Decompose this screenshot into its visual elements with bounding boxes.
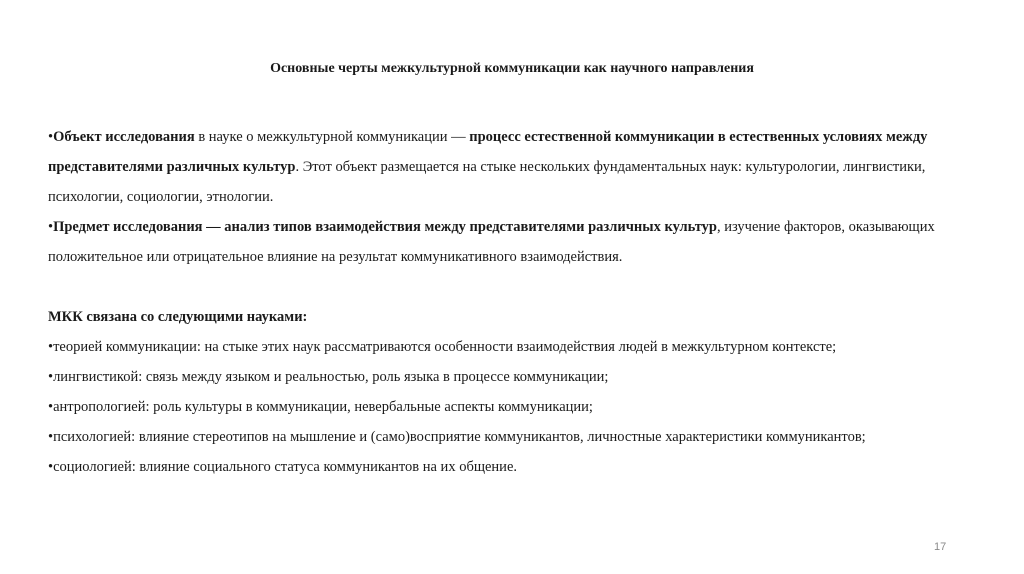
- science-item: •теорией коммуникации: на стыке этих наук рассматриваются особенности взаимодействия людей в межкультурном контексте;: [48, 339, 837, 355]
- object-label: Объект исследования: [53, 129, 195, 145]
- object-bold: процесс естественной коммуникации в естественных условиях между представителями различных культур: [48, 129, 928, 175]
- subject-text: , изучение факторов, оказывающих положительное или отрицательное влияние на результат коммуникативного взаимодействия.: [48, 219, 935, 265]
- subject-bullet: •: [48, 219, 54, 235]
- object-bullet: •: [48, 129, 54, 145]
- science-item: •лингвистикой: связь между языком и реальностью, роль языка в процессе коммуникации;: [48, 369, 609, 385]
- object-paragraph: [48, 122, 998, 212]
- object-text-2: . Этот объект размещается на стыке нескольких фундаментальных наук: культурологии, лингвистики, психологии, социологии, этнологии.: [48, 159, 926, 205]
- object-text-1: в науке о межкультурной коммуникации —: [194, 129, 470, 145]
- page-number: 17: [934, 541, 947, 553]
- sciences-heading: [48, 302, 998, 332]
- science-item: •антропологией: роль культуры в коммуникации, невербальные аспекты коммуникации;: [48, 399, 593, 415]
- science-item: •психологией: влияние стереотипов на мышление и (само)восприятие коммуникантов, личностные характеристики коммуникантов;: [48, 429, 866, 445]
- slide-title: Основные черты межкультурной коммуникации как научного направления: [270, 61, 754, 76]
- sciences-heading-text: МКК связана со следующими науками:: [48, 309, 308, 325]
- slide-content: [48, 122, 998, 482]
- science-item: •социологией: влияние социального статуса коммуникантов на их общение.: [48, 459, 518, 475]
- spacer: [48, 272, 998, 302]
- subject-bold: Предмет исследования — анализ типов взаимодействия между представителями различных культур: [53, 219, 717, 235]
- subject-paragraph: [48, 212, 998, 272]
